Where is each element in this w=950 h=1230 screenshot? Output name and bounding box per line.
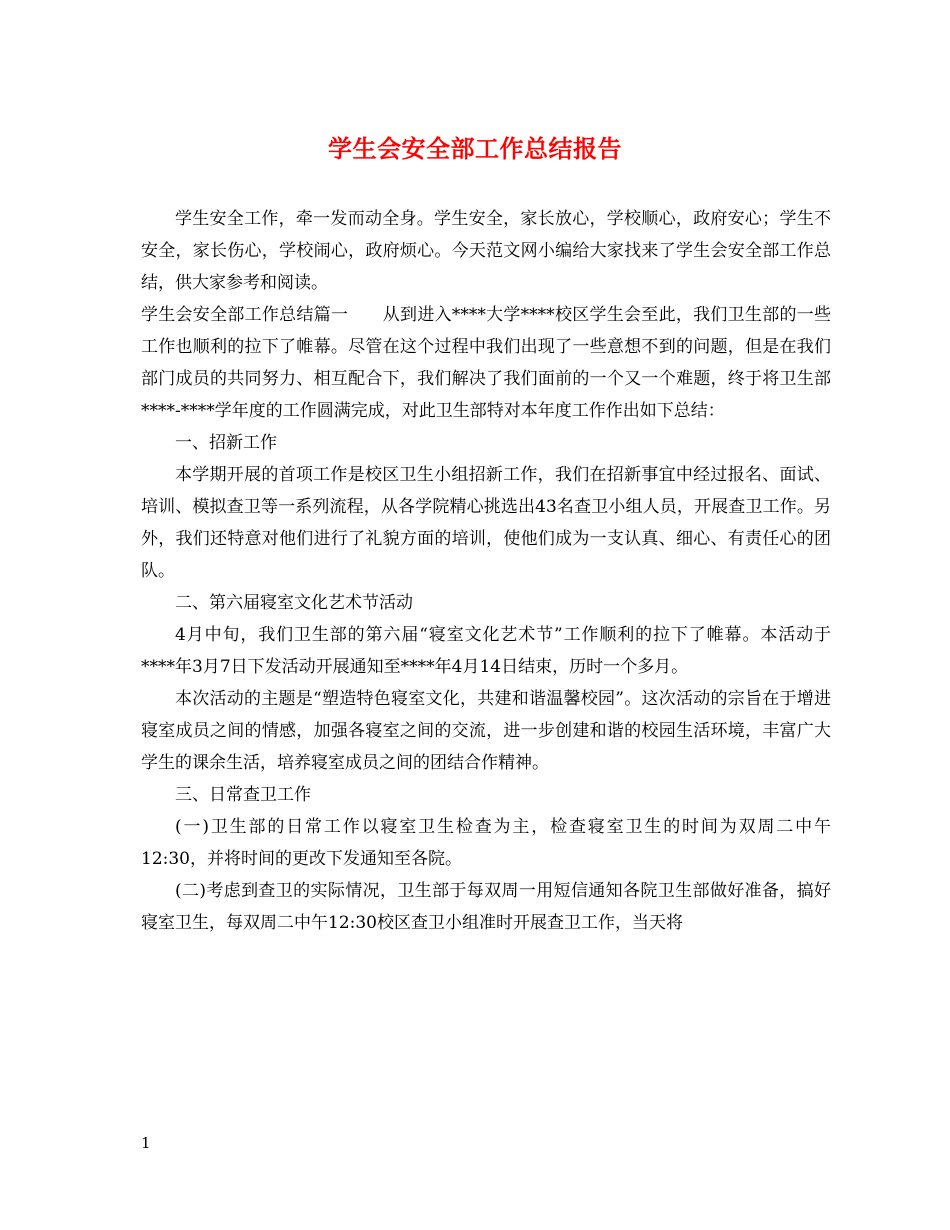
document-body	[141, 203, 831, 939]
section-heading-dorm-festival: 二、第六届寝室文化艺术节活动	[175, 593, 413, 613]
paragraph-dorm-festival-dates: 4月中旬，我们卫生部的第六届“寝室文化艺术节”工作顺利的拉下了帷幕。本活动于****年3月7日下发活动开展通知至****年4月14日结束，历时一个多月。	[141, 625, 831, 677]
paragraph-inspection-two: (二)考虑到查卫的实际情况，卫生部于每双周一用短信通知各院卫生部做好准备，搞好寝室卫生，每双周二中午12:30校区查卫小组准时开展查卫工作，当天将	[141, 881, 831, 933]
paragraph-inspection-one: (一)卫生部的日常工作以寝室卫生检查为主，检查寝室卫生的时间为双周二中午12:30，并将时间的更改下发通知至各院。	[141, 817, 831, 869]
section-heading-daily-inspection: 三、日常查卫工作	[175, 785, 311, 805]
paragraph-summary-part-one: 学生会安全部工作总结篇一 从到进入****大学****校区学生会至此，我们卫生部的一些工作也顺利的拉下了帷幕。尽管在这个过程中我们出现了一些意想不到的问题，但是在我们部门成员的共同努力、相互配合下，我们解决了我们面前的一个又一个难题，终于将卫生部****-****学年度的工作圆满完成，对此卫生部特对本年度工作作出如下总结：	[141, 305, 831, 421]
paragraph-dorm-festival-theme: 本次活动的主题是“塑造特色寝室文化，共建和谐温馨校园”。这次活动的宗旨在于增进寝室成员之间的情感，加强各寝室之间的交流，进一步创建和谐的校园生活环境，丰富广大学生的课余生活，培养寝室成员之间的团结合作精神。	[141, 689, 831, 773]
document-title: 学生会安全部工作总结报告	[328, 134, 622, 163]
paragraph-recruitment: 本学期开展的首项工作是校区卫生小组招新工作，我们在招新事宜中经过报名、面试、培训、模拟查卫等一系列流程，从各学院精心挑选出43名查卫小组人员，开展查卫工作。另外，我们还特意对他们进行了礼貌方面的培训，使他们成为一支认真、细心、有责任心的团队。	[141, 465, 831, 581]
paragraph-intro: 学生安全工作，牵一发而动全身。学生安全，家长放心，学校顺心，政府安心；学生不安全，家长伤心，学校闹心，政府烦心。今天范文网小编给大家找来了学生会安全部工作总结，供大家参考和阅读。	[141, 209, 831, 293]
page-number: 1	[141, 1134, 151, 1152]
section-heading-recruitment: 一、招新工作	[175, 433, 277, 453]
